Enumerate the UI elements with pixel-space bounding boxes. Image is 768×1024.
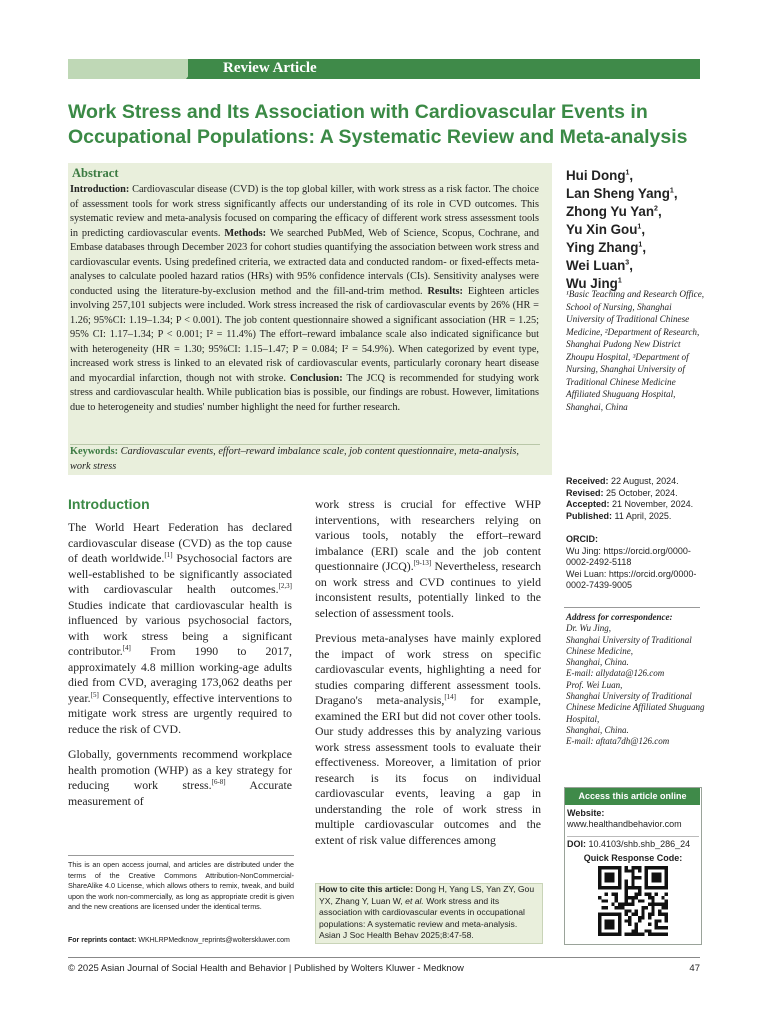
abstract-methods-label: Methods: [224, 227, 267, 239]
author-name: Hui Dong [566, 168, 626, 183]
orcid-line[interactable]: Wu Jing: https://orcid.org/0000-0002-2492-5118 [566, 545, 691, 567]
author-affiliation-marker: 2 [654, 205, 658, 213]
affiliations: ¹Basic Teaching and Research Office, School of Nursing, Shanghai University of Traditional Chinese Medicine, ²Department of Research, Shanghai Pudong New District Zhoupu Hospital, ³Department of Nursing, Shanghai University of Traditional Chinese Medicine Affiliated Shuguang Hospital, Shanghai, China [566, 289, 705, 412]
author-separator: , [673, 186, 678, 201]
citation-authors: Dong H, Yang LS, Yan ZY, Gou YX, Zhang Y, Luan W, [319, 884, 535, 906]
date-label: Published: [566, 510, 613, 521]
correspondence-line: Shanghai, China. [566, 724, 629, 735]
author [566, 239, 716, 257]
abstract-results-label: Results: [427, 285, 463, 297]
introduction-heading: Introduction [68, 496, 150, 512]
body-text: Accurate measurement of [68, 778, 292, 808]
date-label: Received: [566, 476, 609, 486]
website-info [567, 808, 699, 830]
body-text: The World Heart Federation has declared cardiovascular disease (CVD) as the top cause of death worldwide. [68, 520, 292, 565]
abstract-results: Eighteen articles involving 257,101 subjects were included. Work stress increased the risk of cardiovascular events by 26% (HR = 1.26; 95%CI: 1.19–1.34; P < 0.001). The job content questionnaire showed a significant association (HR = 1.25; 95% CI: 1.17–1.34; P < 0.001; I² = 11.4%) The effort–reward imbalance scale also indicated significance but with heterogeneity (HR = 1.30; 95%CI: 1.15–1.47; P = 0.084; I² = 54.9%). When categorized by event type, increased work stress is linked to an elevated risk of cardiovascular events, particularly coronary heart disease and myocardial infarction, though not with stroke. [70, 285, 540, 384]
correspondence-email[interactable]: E-mail: allydata@126.com [566, 668, 665, 679]
citation-label: How to cite this article: [319, 884, 414, 894]
reprints-email[interactable]: WKHLRPMedknow_reprints@wolterskluwer.com [138, 937, 290, 944]
author [566, 185, 716, 203]
page-number: 47 [689, 963, 700, 974]
citation-ref[interactable]: [4] [122, 644, 131, 653]
author-separator: , [657, 204, 662, 219]
website-link[interactable]: www.healthandbehavior.com [567, 819, 682, 829]
body-paragraph [68, 747, 292, 809]
body-text: work stress is crucial for effective WHP interventions, with researchers relying on various tools, notably the effort–reward imbalance (ERI) scale and the job content questionnaire (JCQ). [315, 497, 541, 573]
citation-ref[interactable]: [5] [90, 690, 99, 699]
author [566, 203, 716, 221]
author [566, 257, 716, 275]
author-list [566, 167, 716, 293]
date-label: Accepted: [566, 499, 610, 509]
access-heading: Access this article online [565, 788, 700, 805]
license-text: This is an open access journal, and articles are distributed under the terms of the Creative Commons Attribution-NonCommercial-ShareAlike 4.0 License, which allows others to remix, tweak, and build upon the work non-commercially, as long as appropriate credit is given and the new creations are licensed under the identical terms. [68, 860, 294, 911]
qr-label: Quick Response Code: [583, 853, 683, 863]
correspondence-email[interactable]: E-mail: aftata7dh@126.com [566, 736, 670, 747]
keywords-text: Cardiovascular events, effort–reward imbalance scale, job content questionnaire, meta-analysis, work stress [70, 446, 519, 472]
keywords [70, 445, 540, 474]
author-name: Yu Xin Gou [566, 222, 638, 237]
body-paragraph [315, 497, 541, 621]
date-label: Revised: [566, 487, 604, 498]
author-name: Lan Sheng Yang [566, 186, 670, 201]
citation-etal: et al. [405, 895, 424, 906]
citation-ref[interactable]: [1] [164, 551, 173, 560]
abstract-methods: We searched PubMed, Web of Science, Scopus, Cochrane, and Embase databases through December 2023 for cohort studies quantifying the association between work stress and cardiovascular events. Using predefined criteria, we extracted data and conducted random- or fixed-effects meta-analyses to calculate pooled hazard ratios (HRs) with 95% confidence intervals (CIs). Sensitivity analyses were conducted using the literature-by-exclusion method and the fill-and-trim method. [70, 227, 540, 297]
body-text: Studies indicate that cardiovascular health is influenced by various psychosocial factors, with work stress being a significant contributor. [68, 597, 292, 658]
author-name: Wu Jing [566, 276, 618, 291]
correspondence-line: Prof. Wei Luan, [566, 679, 623, 690]
citation-rest: Work stress and its association with cardiovascular events in occupational populations: A systematic review and meta-analysis. Asian J Soc Health Behav 2025;8:47-58. [319, 895, 525, 940]
body-text: Globally, governments recommend workplace health promotion (WHP) as a key strategy for reducing work stress. [68, 747, 292, 792]
article-type-banner [68, 59, 700, 79]
abstract-intro-label: Introduction: [70, 184, 130, 195]
license-divider [68, 855, 294, 856]
body-column-left [68, 520, 292, 819]
author [566, 167, 716, 185]
abstract-intro: Cardiovascular disease (CVD) is the top global killer, with work stress as a risk factor. The choice of assessment tools for work stress significantly affects our understanding of its role in CVD outcomes. This systematic review and meta-analysis focused on comparing the efficacy of different work stress assessment tools in predicting cardiovascular events. [70, 184, 540, 239]
correspondence-block [566, 612, 706, 748]
author-affiliation-marker: 3 [625, 259, 630, 267]
body-text: Consequently, effective interventions to mitigate work stress are urgently required to reduce the risk of CVD. [68, 690, 292, 736]
doi-info [567, 836, 699, 850]
date-value: 22 August, 2024. [611, 476, 679, 486]
correspondence-line: Shanghai, China. [566, 657, 629, 668]
date-value: 11 April, 2025. [614, 510, 672, 521]
author-affiliation-marker: 1 [638, 241, 643, 249]
author-separator: , [629, 258, 633, 273]
correspondence-line: Shanghai University of Traditional Chinese Medicine Affiliated Shuguang Hospital, [566, 691, 705, 724]
reprints-label: For reprints contact: [68, 937, 137, 944]
author-separator: , [629, 168, 634, 183]
correspondence-label: Address for correspondence: [566, 612, 673, 622]
body-paragraph [68, 520, 292, 737]
citation-ref[interactable]: [14] [444, 693, 456, 702]
date-line [566, 476, 706, 488]
body-column-right [315, 497, 541, 858]
body-text: From 1990 to 2017, approximately 4.8 million working-age adults died from CVD, averaging 173,062 deaths per year. [68, 644, 292, 705]
author-name: Wei Luan [566, 258, 626, 273]
author-affiliation-marker: 1 [637, 223, 642, 231]
date-value: 21 November, 2024. [612, 499, 694, 509]
footer-divider [68, 957, 700, 958]
body-text: for example, examined the ERI but did not cover other tools. Our study addresses this by analyzing various work stress assessment tools to evaluate their effectiveness. Moreover, a limitation of prior research is its focus on individual cardiovascular events, leaving a gap in understanding the role of work stress in multiple cardiovascular outcomes and the extent of risk value differences among [315, 693, 542, 847]
author-separator: , [641, 222, 646, 237]
author-separator: , [642, 240, 647, 255]
qr-code-icon[interactable] [598, 866, 668, 936]
orcid-block [566, 534, 706, 592]
keywords-label: Keywords: [70, 446, 119, 457]
article-dates [566, 476, 706, 522]
orcid-label: ORCID: [566, 534, 598, 544]
citation-ref[interactable]: [2,3] [278, 582, 292, 591]
author-name: Zhong Yu Yan [566, 204, 655, 219]
footer-text: © 2025 Asian Journal of Social Health and Behavior | Published by Wolters Kluwer - Medknow [68, 963, 464, 974]
author-affiliation-marker: 1 [669, 187, 674, 195]
body-paragraph [315, 631, 541, 848]
body-text: Previous meta-analyses have mainly explored the impact of work stress on specific cardiovascular events, highlighting a need for studies comparing different assessment tools. Dragano's meta-analysis, [315, 631, 541, 707]
correspondence-divider [564, 607, 700, 608]
body-text: Nevertheless, research on work stress and CVD continues to yield inconsistent results, potentially linked to the selection of assessment tools. [315, 559, 541, 620]
correspondence-line: Dr. Wu Jing, [566, 623, 611, 634]
date-line [566, 511, 706, 523]
doi-label: DOI: [567, 839, 586, 849]
author-name: Ying Zhang [566, 240, 639, 255]
correspondence-line: Shanghai University of Traditional Chinese Medicine, [566, 634, 692, 656]
abstract-heading: Abstract [72, 166, 119, 180]
author-affiliation-marker: 1 [617, 277, 622, 285]
doi-link[interactable]: 10.4103/shb.shb_286_24 [588, 839, 691, 849]
article-title: Work Stress and Its Association with Cardiovascular Events in Occupational Populations: A Systematic Review and Meta-analysis [68, 101, 688, 148]
date-line [566, 488, 706, 500]
body-text: Psychosocial factors are well-established to be significantly associated with cardiovascular health outcomes. [68, 551, 292, 596]
citation-ref[interactable]: [6-8] [211, 778, 226, 787]
reprints-contact [68, 937, 308, 944]
author [566, 221, 716, 239]
abstract-conclusion: The JCQ is recommended for studying work stress and cardiovascular health. While publication bias is possible, our findings are robust. However, limitations due to heterogeneity and studies' number highlight the need for further research. [70, 372, 539, 413]
abstract-conclusion-label: Conclusion: [289, 372, 343, 384]
website-label: Website: [567, 808, 605, 818]
abstract-body [70, 183, 539, 415]
orcid-line[interactable]: Wei Luan: https://orcid.org/0000-0002-7439-9005 [566, 568, 697, 590]
date-line [566, 499, 706, 511]
author-affiliation-marker: 1 [625, 169, 630, 177]
date-value: 25 October, 2024. [606, 487, 678, 498]
citation-text [319, 884, 539, 942]
article-type-label: Review Article [223, 60, 317, 76]
citation-ref[interactable]: [9-13] [413, 559, 432, 568]
